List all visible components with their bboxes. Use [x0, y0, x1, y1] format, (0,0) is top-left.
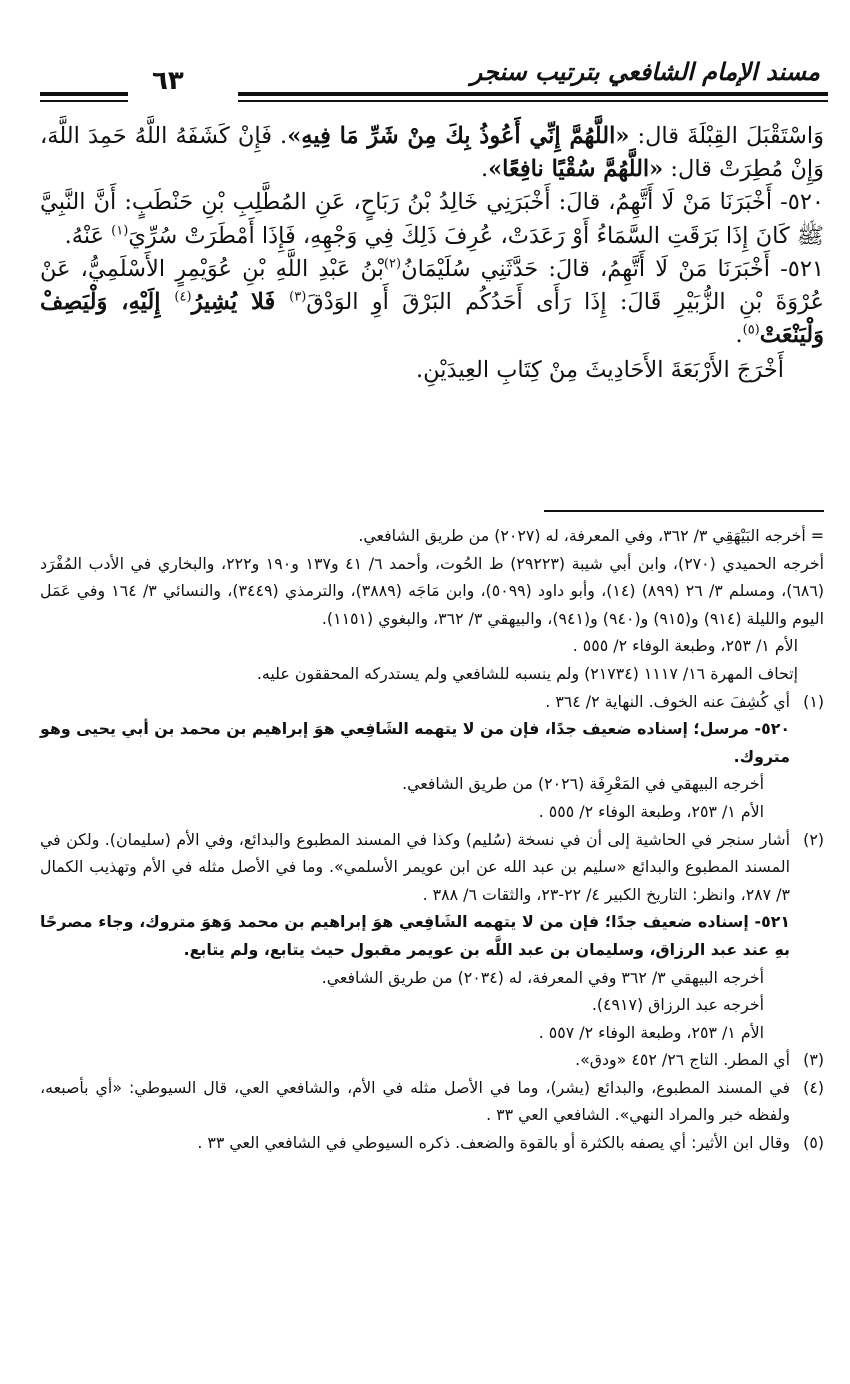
footnote-2: [40, 826, 824, 1047]
text-run: .: [735, 322, 743, 349]
note-line: أي المطر. التاج ٢٦/ ٤٥٢ «ودق».: [575, 1050, 790, 1070]
footnote-number: (٤): [803, 1077, 824, 1097]
note-line: أشار سنجر في الحاشية إلى أن في نسخة (سُليم) وكذا في المسند المطبوع والبدائع، وفي الأم (سليمان). ولكن في المسند المطبوع والبدائع «سليم بن عبد الله عن ابن عويمر الأسلمي». وما في الأصل مثله في الأم وتهذيب الكمال ٣/ ٢٨٧، وانظر: التاريخ الكبير ٤/ ٢٢-٢٣، والثقات ٦/ ٣٨٨ .: [40, 829, 790, 904]
note-line: أخرجه الحميدي (٢٧٠)، وابن أبي شيبة (٢٩٢٢٣) ط الحُوت، وأحمد ٦/ ٤١ و١٣٧ و١٩٠ و٢٢٢، والبخاري في الأدب المُفْرَد (٦٨٦)، ومسلم ٣/ ٢٦ (٨٩٩) (١٤)، وأبو داود (٥٠٩٩)، وابن مَاجَه (٣٨٨٩)، والترمذي (٣٤٤٩)، والنسائي ٣/ ١٦٤ وفي عَمَل اليوم والليلة (٩١٤) و(٩١٥) و(٩٤٠) و(٩٤١)، والبيهقي ٣/ ٣٦٢، والبغوي (١١٥١).: [40, 553, 825, 628]
text-run: فَلا يُشِيرُ: [191, 289, 290, 316]
text-run: عَنْهُ.: [64, 222, 112, 249]
note-line: الأم ١/ ٢٥٣، وطبعة الوفاء ٢/ ٥٥٥ .: [572, 636, 798, 656]
footnote-number: (٥): [803, 1133, 824, 1153]
note-line: = أخرجه البَيْهَقِي ٣/ ٣٦٢، وفي المعرفة، له (٢٠٢٧) من طريق الشافعي.: [358, 526, 824, 545]
running-title: مسند الإمام الشافعي بترتيب سنجر: [470, 58, 820, 86]
text-run: ٥٢١- أَخْبَرَنَا مَنْ لَا أَتَّهِمُ، قالَ: حَدَّثَنِي سُلَيْمَانُ: [401, 255, 825, 282]
note-line: أخرجه البيهقي في المَعْرِفَة (٢٠٢٦) من طريق الشافعي.: [402, 774, 764, 794]
header-rule: [238, 92, 828, 96]
footnote-5: [40, 1129, 824, 1157]
text-run: . فَإِنْ كَشَفَهُ اللَّهُ حَمِدَ اللَّهَ، وَإِنْ مُطِرَتْ قال:: [40, 123, 824, 183]
note-line: أخرجه عبد الرزاق (٤٩١٧).: [591, 995, 764, 1015]
hadith-continuation: [40, 120, 824, 186]
text-run: إِلَيْهِ، وَلْيَصِفْ وَلْيَنْعَتْ: [40, 289, 824, 349]
text-run: وَاسْتَقْبَلَ القِبْلَةَ قال:: [629, 123, 824, 149]
footnote-ref[interactable]: (٥): [742, 322, 760, 338]
text-run: بْنُ عَبْدِ اللَّهِ بْنِ عُوَيْمِرٍ الأَسْلَمِيُّ، عَنْ عُرْوَةَ بْنِ الزُّبَيْرِ قَالَ: إِذَا رَأَى أَحَدُكُم البَرْقَ أَوِ الوَدْقَ: [40, 255, 825, 316]
text-run: .: [480, 156, 489, 183]
note-line: أي كُشِفَ عنه الخوف. النهاية ٢/ ٣٦٤ .: [545, 691, 790, 711]
footnote-ref[interactable]: (٣): [289, 289, 307, 305]
footnote-ref[interactable]: (٢): [383, 256, 402, 272]
footnote-number: (٣): [803, 1050, 824, 1070]
hadith-521: [40, 253, 824, 353]
footnote-ref[interactable]: (١): [111, 223, 129, 239]
supplication-quote: «اللَّهُمَّ إِنِّي أَعُوذُ بِكَ مِنْ شَرِّ مَا فِيهِ»: [287, 123, 630, 149]
footnote-number: (١): [803, 691, 824, 711]
footnote-1: [40, 688, 824, 826]
header-rule: [238, 100, 828, 102]
note-line: الأم ١/ ٢٥٣، وطبعة الوفاء ٢/ ٥٥٥ .: [538, 801, 764, 821]
note-line: الأم ١/ ٢٥٣، وطبعة الوفاء ٢/ ٥٥٧ .: [538, 1022, 764, 1042]
note-line: ٥٢١- إسناده ضعيف جدًا؛ فإن من لا يتهمه الشَافِعي هوَ إبراهيم بن محمد وَهوَ متروك، وجاء مصرحًا بهِ عند عبد الرزاق، وسليمان بن عبد اللَّه بن عويمر مقبول حيث يتابع، ولم يتابع.: [40, 912, 790, 959]
footnote-number: (٢): [803, 829, 824, 849]
supplication-quote: «اللَّهُمَّ سُقْيًا نافِعًا»: [488, 156, 664, 183]
footnote-ref[interactable]: (٤): [174, 289, 192, 305]
note-line: في المسند المطبوع، والبدائع (يشر)، وما في الأصل مثله في الأم، والشافعي العي، قال السيوطي: «أي بأصبعه، ولفظه خبر والمراد النهي». الشافعي العي ٣٣ .: [40, 1077, 790, 1125]
footnote-separator: [544, 510, 824, 512]
chapter-note: أَخْرَجَ الأَرْبَعَةَ الأَحَادِيثَ مِنْ كِتَابِ العِيدَيْنِ.: [415, 357, 784, 384]
footnotes: [40, 522, 824, 1157]
footnote-3: [40, 1046, 824, 1074]
footnote-4: [40, 1074, 824, 1129]
note-line: أخرجه البيهقي ٣/ ٣٦٢ وفي المعرفة، له (٢٠٣٤) من طريق الشافعي.: [321, 967, 764, 987]
hadith-520: [40, 186, 824, 252]
hadith-text: [40, 120, 824, 388]
header-rule: [40, 92, 128, 96]
note-line: وقال ابن الأثير: أي يصفه بالكثرة أو بالقوة والضعف. ذكره السيوطي في الشافعي العي ٣٣ .: [197, 1133, 790, 1153]
note-line: ٥٢٠- مرسل؛ إسناده ضعيف جدًا، فإن من لا يتهمه الشَافِعي هوَ إبراهيم بن محمد بن أبي يحيى وهو متروك.: [40, 719, 790, 766]
text-run: ٥٢٠- أَخْبَرَنَا مَنْ لَا أَتَّهِمُ، قالَ: أَخْبَرَنِي خَالِدُ بْنُ رَبَاحٍ، عَنِ المُطَّلِبِ بْنِ حَنْطَبٍ: أَنَّ النَّبِيَّ ﷺ كَانَ إِذَا بَرَقَتِ السَّمَاءُ أَوْ رَعَدَتْ، عُرِفَ ذَلِكَ فِي وَجْهِهِ، فَإِذَا أَمْطَرَتْ سُرِّيَ: [40, 189, 824, 249]
page-header: [40, 58, 828, 108]
header-rule: [40, 100, 128, 102]
note-line: إتحاف المهرة ١٦/ ١١١٧ (٢١٧٣٤) ولم ينسبه للشافعي ولم يستدركه المحققون عليه.: [256, 663, 798, 683]
page-number: ٦٣: [152, 66, 184, 96]
